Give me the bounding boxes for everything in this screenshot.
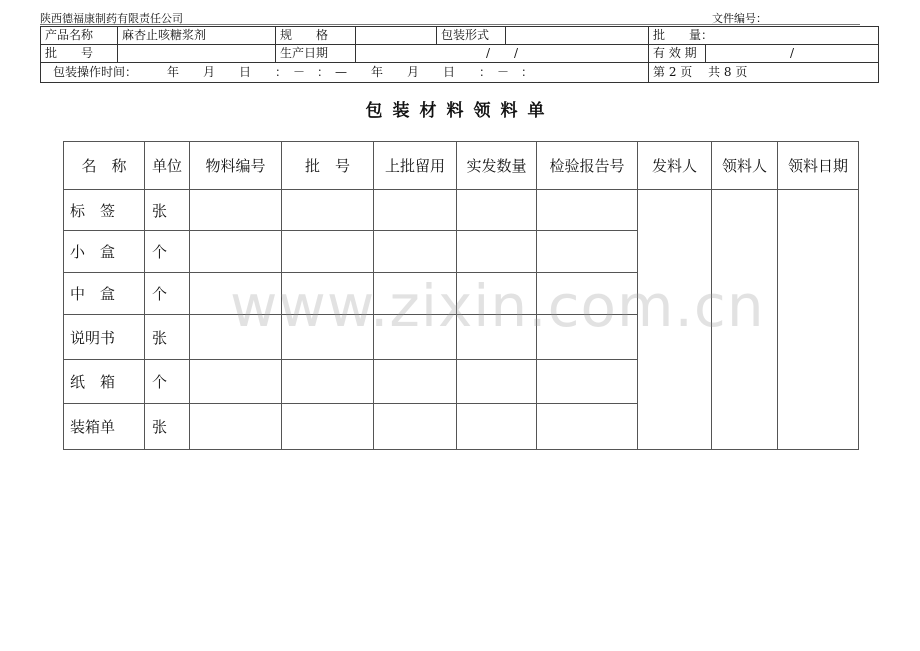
batch-number-cell [282, 190, 374, 231]
material-requisition-table [63, 141, 859, 450]
batch-number-cell [282, 273, 374, 315]
previous-batch-cell [374, 190, 457, 231]
production-date-label: 生产日期 [276, 45, 356, 63]
material-code-cell [190, 315, 282, 360]
product-info-table [40, 26, 879, 83]
header-divider [40, 24, 860, 25]
column-header: 单位 [145, 142, 190, 190]
material-unit: 个 [145, 273, 190, 315]
previous-batch-cell [374, 315, 457, 360]
column-header: 检验报告号 [537, 142, 638, 190]
page-info: 第 2 页 共 8 页 [649, 63, 879, 83]
material-code-cell [190, 231, 282, 273]
inspection-report-cell [537, 360, 638, 404]
inspection-report-cell [537, 231, 638, 273]
material-unit: 张 [145, 315, 190, 360]
production-date-value: / / [356, 45, 649, 63]
material-name: 说明书 [64, 315, 145, 360]
issuer-cell [638, 190, 712, 450]
company-name: 陕西德福康制药有限责任公司 [40, 12, 183, 25]
issued-quantity-cell [457, 360, 537, 404]
issued-quantity-cell [457, 404, 537, 450]
spec-label: 规 格 [276, 27, 356, 45]
batch-number-cell [282, 315, 374, 360]
previous-batch-cell [374, 231, 457, 273]
table-header-row [64, 142, 859, 190]
column-header: 实发数量 [457, 142, 537, 190]
material-code-cell [190, 273, 282, 315]
batch-number-cell [282, 231, 374, 273]
watermark: www.zixin.com.cn [230, 272, 765, 340]
product-name-value: 麻杏止咳糖浆剂 [118, 27, 276, 45]
material-name: 装箱单 [64, 404, 145, 450]
batch-number-cell [282, 404, 374, 450]
material-unit: 张 [145, 404, 190, 450]
inspection-report-cell [537, 273, 638, 315]
expiry-label: 有 效 期 [649, 45, 706, 63]
receiver-cell [712, 190, 778, 450]
material-unit: 个 [145, 231, 190, 273]
material-code-cell [190, 404, 282, 450]
batch-number-cell [282, 360, 374, 404]
material-name: 中 盒 [64, 273, 145, 315]
column-header: 发料人 [638, 142, 712, 190]
batch-number-value [118, 45, 276, 63]
inspection-report-cell [537, 190, 638, 231]
page-title: 包装材料领料单 [365, 101, 555, 121]
package-form-label: 包装形式 [437, 27, 506, 45]
batch-number-label: 批 号 [41, 45, 118, 63]
column-header: 领料日期 [778, 142, 859, 190]
issued-quantity-cell [457, 231, 537, 273]
material-unit: 张 [145, 190, 190, 231]
column-header: 物料编号 [190, 142, 282, 190]
column-header: 领料人 [712, 142, 778, 190]
table-row [64, 190, 859, 231]
inspection-report-cell [537, 404, 638, 450]
column-header: 名 称 [64, 142, 145, 190]
issued-quantity-cell [457, 273, 537, 315]
column-header: 上批留用 [374, 142, 457, 190]
material-unit: 个 [145, 360, 190, 404]
previous-batch-cell [374, 273, 457, 315]
inspection-report-cell [537, 315, 638, 360]
previous-batch-cell [374, 404, 457, 450]
requisition-date-cell [778, 190, 859, 450]
issued-quantity-cell [457, 190, 537, 231]
spec-value [356, 27, 437, 45]
material-code-cell [190, 190, 282, 231]
material-name: 纸 箱 [64, 360, 145, 404]
column-header: 批 号 [282, 142, 374, 190]
product-name-label: 产品名称 [41, 27, 118, 45]
material-name: 标 签 [64, 190, 145, 231]
previous-batch-cell [374, 360, 457, 404]
document-number-label: 文件编号： [712, 12, 767, 25]
batch-quantity-label: 批 量： [649, 27, 879, 45]
issued-quantity-cell [457, 315, 537, 360]
material-code-cell [190, 360, 282, 404]
expiry-value: / [706, 45, 879, 63]
package-form-value [506, 27, 649, 45]
material-name: 小 盒 [64, 231, 145, 273]
packaging-operation-time: 包装操作时间： 年 月 日 ： － ： — 年 月 日 ： － ： [41, 63, 649, 83]
